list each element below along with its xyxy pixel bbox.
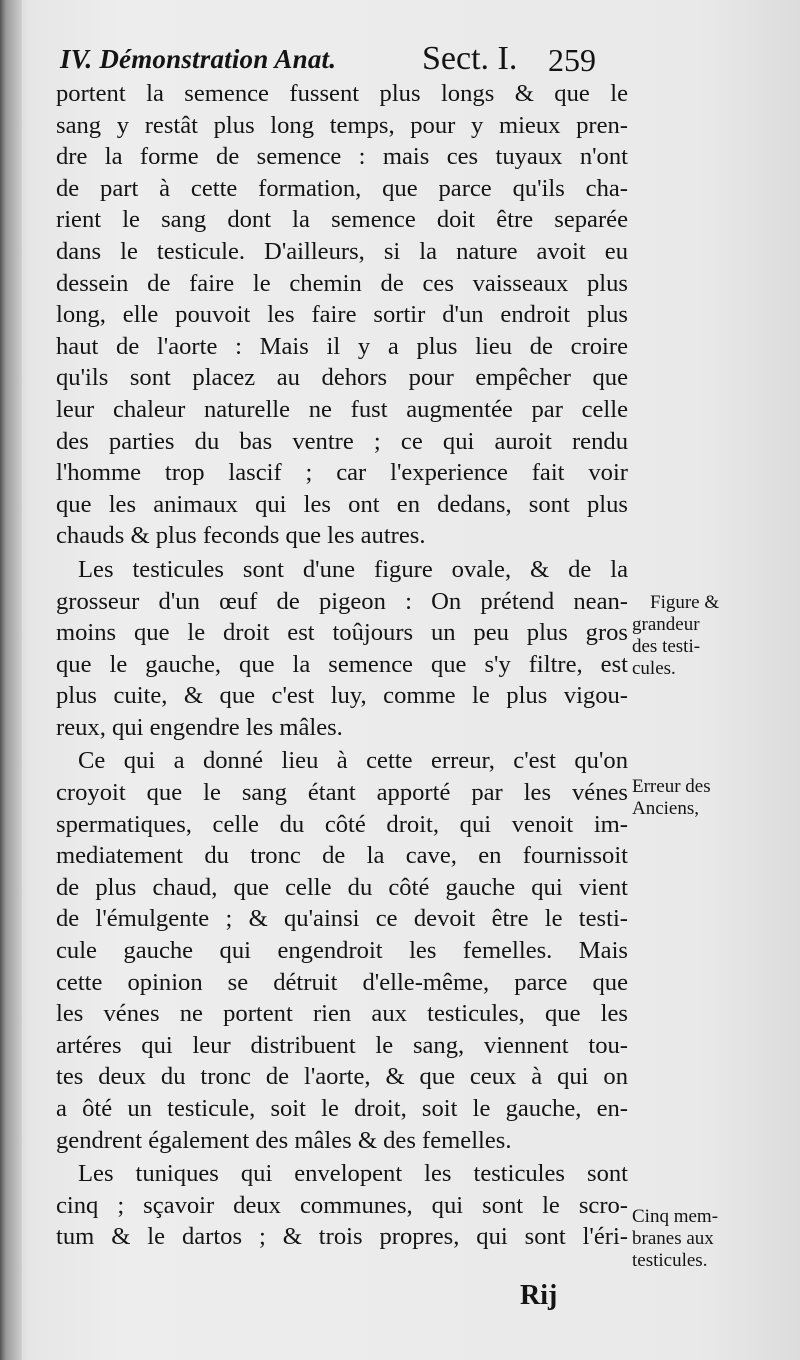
text-line: de plus chaud, que celle du côté gauche qui vient: [56, 873, 628, 901]
paragraph-start-line: Les tuniques qui envelopent les testicules sont: [78, 1160, 628, 1188]
text-line: dessein de faire le chemin de ces vaisseaux plus: [56, 269, 628, 297]
paragraph-start-line: Les testicules sont d'une figure ovale, & de la: [78, 555, 628, 583]
margin-note-membranes: Cinq mem- branes aux testicules.: [632, 1206, 719, 1271]
text-line: de l'émulgente ; & qu'ainsi ce devoit être le testi-: [56, 905, 628, 933]
text-line: de part à cette formation, que parce qu'ils cha-: [56, 174, 628, 202]
running-head-title: IV. Démonstration Anat.: [60, 44, 337, 74]
text-line: rient le sang dont la semence doit être separée: [56, 206, 628, 234]
text-line: les vénes ne portent rien aux testicules, que les: [56, 1000, 628, 1028]
text-line: sang y restât plus long temps, pour y mieux pren-: [56, 111, 628, 139]
text-line: gendrent également des mâles & des femelles.: [56, 1126, 512, 1154]
signature-mark: Rij: [520, 1280, 558, 1311]
text-line: chauds & plus feconds que les autres.: [56, 522, 426, 550]
text-line: que les animaux qui les ont en dedans, sont plus: [56, 490, 628, 518]
text-line: qu'ils sont placez au dehors pour empêcher que: [56, 364, 628, 392]
text-line: cinq ; sçavoir deux communes, qui sont le scro-: [56, 1191, 628, 1219]
text-line: l'homme trop lascif ; car l'experience fait voir: [56, 459, 628, 487]
text-line: grosseur d'un œuf de pigeon : On prétend nean-: [56, 587, 628, 615]
text-line: croyoit que le sang étant apporté par les vénes: [56, 779, 628, 807]
text-line: haut de l'aorte : Mais il y a plus lieu de croire: [56, 332, 628, 360]
margin-note-figure: Figure & grandeur des testi- cules.: [632, 592, 720, 679]
paragraph-start-line: Ce qui a donné lieu à cette erreur, c'est qu'on: [78, 747, 628, 775]
text-line: artéres qui leur distribuent le sang, viennent tou-: [56, 1031, 628, 1059]
text-line: dre la forme de semence : mais ces tuyaux n'ont: [56, 143, 628, 171]
text-line: portent la semence fussent plus longs & que le: [56, 80, 628, 107]
text-line: que le gauche, que la semence que s'y filtre, est: [56, 650, 628, 678]
text-line: cette opinion se détruit d'elle-même, parce que: [56, 968, 628, 996]
text-line: plus cuite, & que c'est luy, comme le plus vigou-: [56, 682, 628, 710]
text-line: mediatement du tronc de la cave, en fournissoit: [56, 842, 628, 870]
margin-note-error: Erreur des Anciens,: [632, 776, 711, 819]
body-text: [56, 78, 628, 1253]
text-line: cule gauche qui engendroit les femelles. Mais: [56, 937, 628, 965]
text-line: tum & le dartos ; & trois propres, qui sont l'éri-: [56, 1223, 628, 1251]
running-head-section: Sect. I.: [422, 40, 518, 77]
text-line: long, elle pouvoit les faire sortir d'un endroit plus: [56, 301, 628, 329]
page-number: 259: [548, 42, 596, 78]
text-line: reux, qui engendre les mâles.: [56, 713, 343, 741]
text-line: leur chaleur naturelle ne fust augmentée par celle: [56, 395, 628, 423]
text-line: spermatiques, celle du côté droit, qui venoit im-: [56, 810, 628, 838]
text-line: tes deux du tronc de l'aorte, & que ceux à qui on: [56, 1063, 628, 1091]
text-line: des parties du bas ventre ; ce qui auroit rendu: [56, 427, 628, 455]
page-gutter-shadow: [0, 0, 22, 1360]
text-line: moins que le droit est toûjours un peu plus gros: [56, 619, 628, 647]
text-line: dans le testicule. D'ailleurs, si la nature avoit eu: [56, 237, 628, 265]
text-line: a ôté un testicule, soit le droit, soit le gauche, en-: [56, 1095, 628, 1122]
